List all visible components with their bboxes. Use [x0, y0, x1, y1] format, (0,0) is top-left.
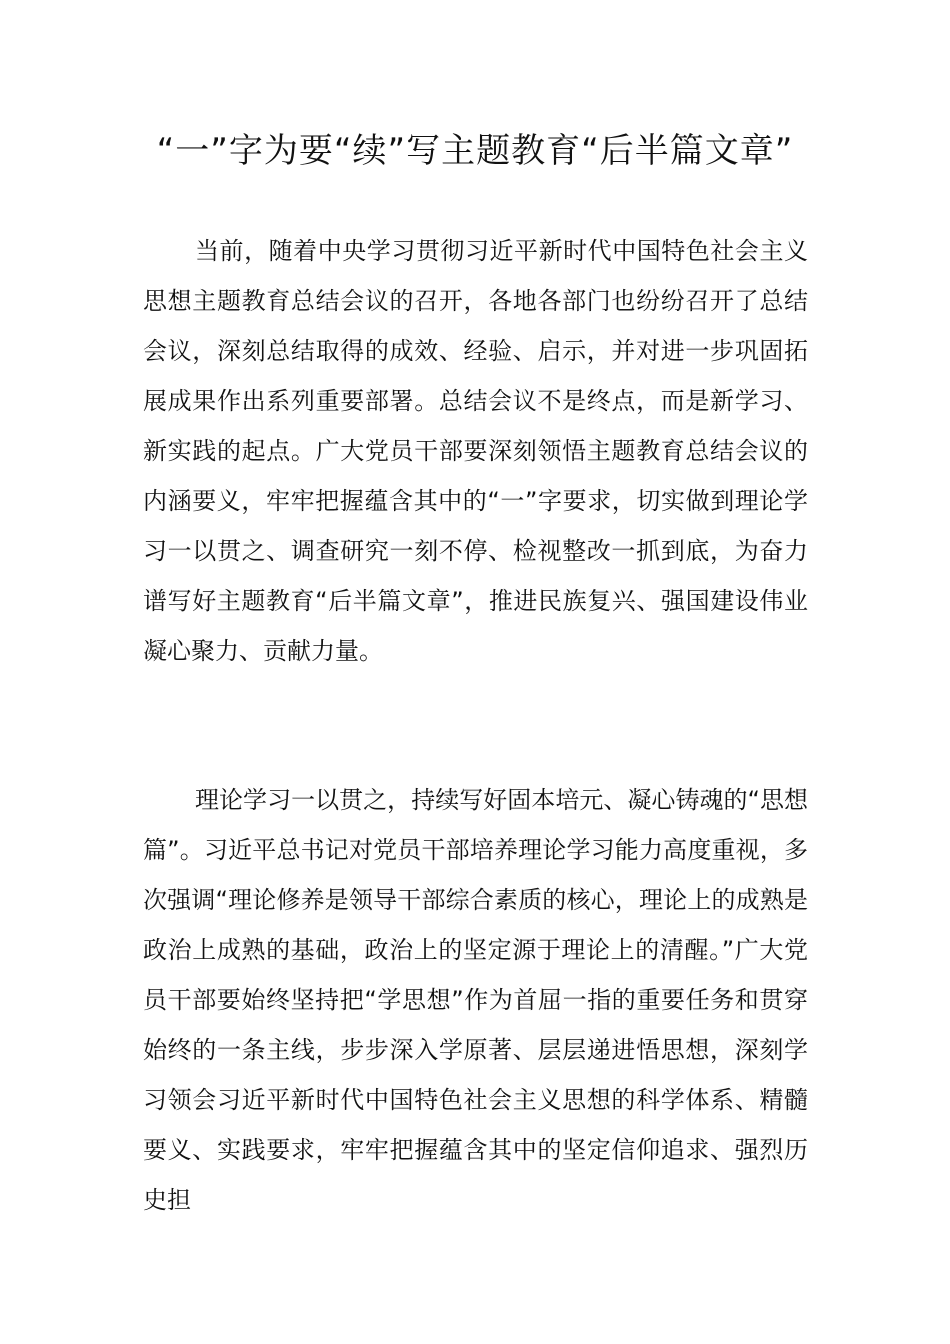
paragraph-intro: 当前，随着中央学习贯彻习近平新时代中国特色社会主义思想主题教育总结会议的召开，各地各部门也纷纷召开了总结会议，深刻总结取得的成效、经验、启示，并对进一步巩固拓展成果作出系列重要部署。总结会议不是终点，而是新学习、新实践的起点。广大党员干部要深刻领悟主题教育总结会议的内涵要义，牢牢把握蕴含其中的“一”字要求，切实做到理论学习一以贯之、调查研究一刻不停、检视整改一抓到底，为奋力谱写好主题教育“后半篇文章”，推进民族复兴、强国建设伟业凝心聚力、贡献力量。: [143, 237, 808, 665]
paragraph-theory-study: 理论学习一以贯之，持续写好固本培元、凝心铸魂的“思想篇”。习近平总书记对党员干部培养理论学习能力高度重视，多次强调“理论修养是领导干部综合素质的核心，理论上的成熟是政治上成熟的基础，政治上的坚定源于理论上的清醒。”广大党员干部要始终坚持把“学思想”作为首屈一指的重要任务和贯穿始终的一条主线，步步深入学原著、层层递进悟思想，深刻学习领会习近平新时代中国特色社会主义思想的科学体系、精髓要义、实践要求，牢牢把握蕴含其中的坚定信仰追求、强烈历史担: [143, 786, 808, 1214]
document-title: “一”字为要“续”写主题教育“后半篇文章”: [156, 131, 794, 171]
